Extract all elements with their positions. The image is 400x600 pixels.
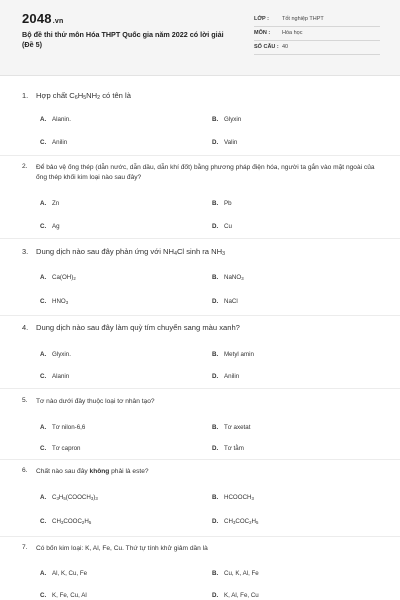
question-divider xyxy=(0,459,400,460)
answer-option-a[interactable] xyxy=(40,494,98,501)
answer-option-d[interactable] xyxy=(212,223,232,230)
option-text: Alanin. xyxy=(52,116,71,123)
option-text: K, Fe, Cu, Al xyxy=(52,592,87,599)
answer-option-c[interactable] xyxy=(40,139,67,146)
answer-option-c[interactable] xyxy=(40,373,69,380)
option-text: Cu, K, Al, Fe xyxy=(224,570,259,577)
option-letter: D. xyxy=(212,298,219,305)
option-text: Metyl amin xyxy=(224,351,254,358)
option-letter: B. xyxy=(212,274,219,281)
answer-option-a[interactable] xyxy=(40,200,59,207)
option-text: Glyxin. xyxy=(52,351,71,358)
question-text: Hợp chất $C_6H_5NH_2$ có tên là xyxy=(36,91,131,101)
question-number: 7. xyxy=(22,544,28,551)
option-text: Cu xyxy=(224,223,232,230)
page-header xyxy=(0,0,400,76)
option-letter: D. xyxy=(212,223,219,230)
answer-option-d[interactable] xyxy=(212,373,239,380)
option-text: K, Al, Fe, Cu xyxy=(224,592,259,599)
option-text: $CH_3COC_2H_5$ xyxy=(224,518,259,525)
option-letter: A. xyxy=(40,116,47,123)
question-text: Dung dịch nào sau đây làm quỳ tím chuyển sang màu xanh? xyxy=(36,323,240,332)
option-letter: D. xyxy=(212,139,219,146)
question-text: Chất nào sau đây không phải là este? xyxy=(36,468,149,475)
answer-option-d[interactable] xyxy=(212,139,237,146)
question-number: 3. xyxy=(22,247,29,256)
answer-option-a[interactable] xyxy=(40,351,71,358)
answer-option-c[interactable] xyxy=(40,592,87,599)
site-logo[interactable]: 2048.vn xyxy=(22,11,64,26)
option-text: $HNO_3$ xyxy=(52,298,69,305)
option-letter: A. xyxy=(40,351,47,358)
answer-option-d[interactable] xyxy=(212,518,258,525)
question-text: Để bảo vệ ống thép (dẫn nước, dẫn dầu, dẫn khí đốt) bằng phương pháp điện hóa, người ta gắn vào mặt ngoài của ống thép khối kim loại nào sau đây? xyxy=(36,164,375,181)
answer-option-a[interactable] xyxy=(40,274,76,281)
option-text: NaNO$_3$ xyxy=(224,274,244,281)
option-text: Tơ capron xyxy=(52,445,81,452)
option-text: Tơ tằm xyxy=(224,445,244,452)
question-text: Dung dịch nào sau đây phản ứng với $NH_4Cl$ sinh ra $NH_3$ xyxy=(36,247,226,257)
option-letter: C. xyxy=(40,139,47,146)
question-divider xyxy=(0,238,400,239)
option-letter: B. xyxy=(212,424,219,431)
answer-option-c[interactable] xyxy=(40,298,68,305)
option-letter: C. xyxy=(40,518,47,525)
question-number: 4. xyxy=(22,323,29,332)
answer-option-d[interactable] xyxy=(212,298,238,305)
answer-option-b[interactable] xyxy=(212,274,244,281)
option-letter: C. xyxy=(40,592,47,599)
answer-option-d[interactable] xyxy=(212,592,259,599)
answer-option-c[interactable] xyxy=(40,518,91,525)
option-letter: D. xyxy=(212,373,219,380)
option-text: $HCOOCH_3$ xyxy=(224,494,254,501)
answer-option-b[interactable] xyxy=(212,116,241,123)
question-divider xyxy=(0,536,400,537)
option-letter: C. xyxy=(40,373,47,380)
answer-option-d[interactable] xyxy=(212,445,244,452)
option-text: Pb xyxy=(224,200,232,207)
answer-option-c[interactable] xyxy=(40,445,80,452)
option-text: Anilin xyxy=(52,139,68,146)
answer-option-c[interactable] xyxy=(40,223,60,230)
option-text: NaCl xyxy=(224,298,238,305)
question-divider xyxy=(0,315,400,316)
question-divider xyxy=(0,155,400,156)
option-text: $Ca(OH)_2$ xyxy=(52,274,76,281)
meta-class: LỚP : Tốt nghiệp THPT xyxy=(254,16,380,27)
option-letter: C. xyxy=(40,223,47,230)
option-text: Alanin xyxy=(52,373,70,380)
option-text: $CH_3COOC_2H_5$ xyxy=(52,518,92,525)
option-letter: B. xyxy=(212,116,219,123)
option-text: Ag xyxy=(52,223,60,230)
option-text: Tơ axetat xyxy=(224,424,251,431)
option-letter: D. xyxy=(212,445,219,452)
option-letter: A. xyxy=(40,200,47,207)
option-letter: B. xyxy=(212,200,219,207)
question-number: 1. xyxy=(22,91,29,100)
option-text: Anilin xyxy=(224,373,240,380)
option-letter: C. xyxy=(40,298,47,305)
question-number: 5. xyxy=(22,397,28,404)
option-letter: A. xyxy=(40,494,47,501)
answer-option-a[interactable] xyxy=(40,116,71,123)
option-letter: A. xyxy=(40,274,47,281)
option-letter: A. xyxy=(40,570,47,577)
option-text: Valin xyxy=(224,139,238,146)
answer-option-b[interactable] xyxy=(212,424,250,431)
question-number: 2. xyxy=(22,163,28,170)
option-letter: A. xyxy=(40,424,47,431)
option-letter: C. xyxy=(40,445,47,452)
option-letter: D. xyxy=(212,592,219,599)
option-letter: B. xyxy=(212,570,219,577)
question-text: Có bốn kim loại: K, Al, Fe, Cu. Thứ tự tính khử giảm dần là xyxy=(36,545,208,552)
answer-option-b[interactable] xyxy=(212,570,259,577)
option-letter: B. xyxy=(212,351,219,358)
answer-option-a[interactable] xyxy=(40,570,87,577)
answer-option-b[interactable] xyxy=(212,351,254,358)
document-title: Bộ đề thi thử môn Hóa THPT Quốc gia năm 2022 có lời giải (Đề 5) xyxy=(22,30,224,49)
answer-option-b[interactable] xyxy=(212,494,254,501)
option-letter: D. xyxy=(212,518,219,525)
option-text: Tơ nilon-6,6 xyxy=(52,424,86,431)
option-text: Zn xyxy=(52,200,60,207)
meta-count: SỐ CÂU : 40 xyxy=(254,44,380,55)
question-text: Tơ nào dưới đây thuộc loại tơ nhân tạo? xyxy=(36,398,155,405)
question-number: 6. xyxy=(22,467,28,474)
answer-option-b[interactable] xyxy=(212,200,232,207)
option-letter: B. xyxy=(212,494,219,501)
answer-option-a[interactable] xyxy=(40,424,85,431)
option-text: Glyxin xyxy=(224,116,242,123)
option-text: $C_3H_5(COOCH_3)_3$ xyxy=(52,494,98,501)
option-text: Al, K, Cu, Fe xyxy=(52,570,88,577)
meta-subject: MÔN : Hóa học xyxy=(254,30,380,41)
question-divider xyxy=(0,388,400,389)
